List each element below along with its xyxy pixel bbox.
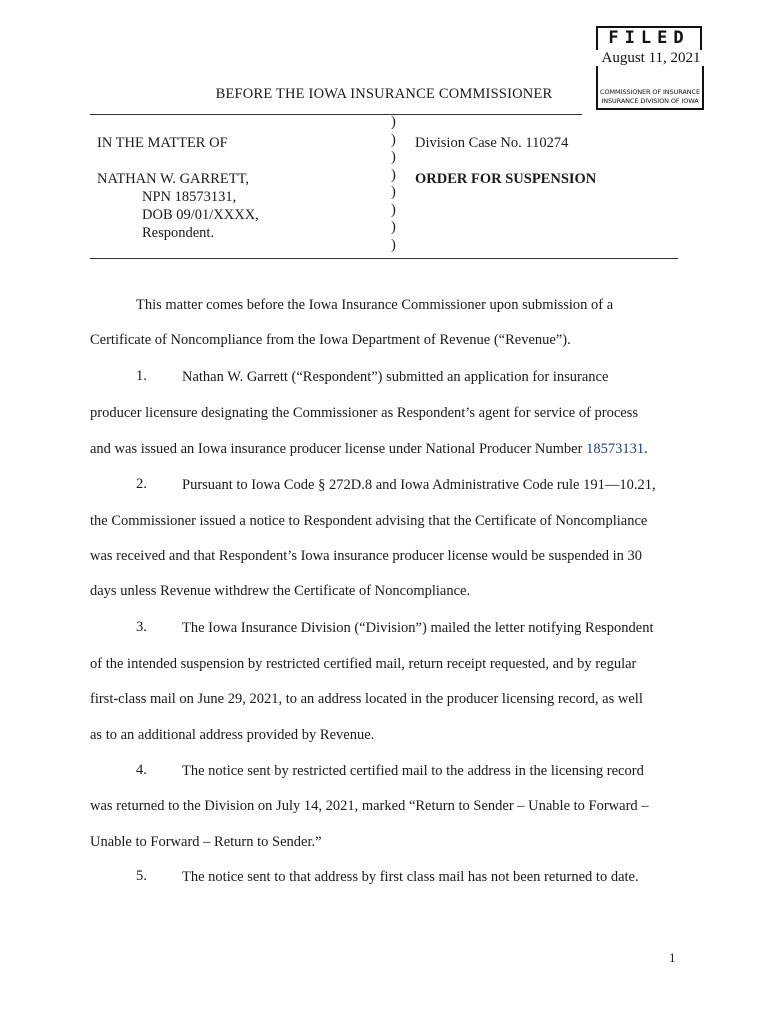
item-3-line-2: of the intended suspension by restricted certified mail, return receipt requested, and by regular: [90, 656, 637, 672]
stamp-date: August 11, 2021: [596, 50, 706, 67]
item-1-line-3: [90, 440, 682, 458]
item-1-line-3-prefix: and was issued an Iowa insurance producer license under National Producer Number: [90, 441, 587, 457]
item-4-line-3: Unable to Forward – Return to Sender.”: [90, 834, 322, 850]
item-number: 2.: [136, 476, 147, 492]
item-4-line-1: The notice sent by restricted certified mail to the address in the licensing record: [182, 763, 644, 779]
stamp-filed-label: FILED: [608, 28, 690, 48]
paren: ): [391, 166, 396, 183]
item-1-line-2: producer licensure designating the Commissioner as Respondent’s agent for service of process: [90, 405, 639, 421]
item-number: 1.: [136, 368, 147, 384]
paren: ): [391, 131, 396, 148]
caption-respondent-name: NATHAN W. GARRETT,: [97, 171, 249, 187]
item-1-npn: 18573131: [586, 441, 645, 457]
stamp-line-1: COMMISSIONER OF INSURANCE: [600, 88, 700, 96]
item-4-line-2: was returned to the Division on July 14, 2021, marked “Return to Sender – Unable to Forward –: [90, 798, 649, 814]
order-title: ORDER FOR SUSPENSION: [415, 171, 597, 187]
paren: ): [391, 201, 396, 218]
item-3-line-4: as to an additional address provided by Revenue.: [90, 727, 375, 743]
intro-line-2: Certificate of Noncompliance from the Iowa Department of Revenue (“Revenue”).: [90, 332, 571, 348]
intro-line-1: This matter comes before the Iowa Insurance Commissioner upon submission of a: [136, 297, 614, 313]
caption-role: Respondent.: [142, 225, 215, 241]
caption-top-rule: [90, 114, 582, 115]
paren: ): [391, 219, 396, 235]
stamp-line-2: INSURANCE DIVISION OF IOWA: [601, 97, 699, 105]
paren: ): [391, 149, 396, 165]
item-3-line-3: first-class mail on June 29, 2021, to an address located in the producer licensing record, as well: [90, 691, 643, 707]
caption-matter: IN THE MATTER OF: [97, 135, 228, 151]
paren: ): [391, 114, 396, 130]
item-1-line-1: Nathan W. Garrett (“Respondent”) submitted an application for insurance: [182, 369, 609, 385]
page-number: 1: [669, 950, 676, 965]
item-2-line-3: was received and that Respondent’s Iowa insurance producer license would be suspended in 30: [90, 548, 643, 564]
item-2-line-2: the Commissioner issued a notice to Respondent advising that the Certificate of Noncompliance: [90, 513, 648, 529]
document-heading: BEFORE THE IOWA INSURANCE COMMISSIONER: [215, 86, 553, 102]
paren: ): [391, 184, 396, 200]
item-2-line-1: Pursuant to Iowa Code § 272D.8 and Iowa Administrative Code rule 191—10.21,: [182, 477, 656, 493]
caption-npn: NPN 18573131,: [142, 189, 237, 205]
caption-dob: DOB 09/01/XXXX,: [142, 207, 259, 223]
caption-paren-column: [391, 114, 396, 254]
paren: ): [391, 236, 396, 253]
item-2-line-4: days unless Revenue withdrew the Certificate of Noncompliance.: [90, 583, 471, 599]
item-5-line-1: The notice sent to that address by first class mail has not been returned to date.: [182, 869, 639, 885]
case-number: Division Case No. 110274: [415, 135, 569, 151]
item-number: 3.: [136, 619, 147, 635]
item-1-line-3-suffix: .: [644, 441, 648, 457]
item-number: 4.: [136, 762, 147, 778]
item-3-line-1: The Iowa Insurance Division (“Division”) mailed the letter notifying Respondent: [182, 620, 654, 636]
item-number: 5.: [136, 868, 147, 884]
caption-bottom-rule: [90, 258, 678, 259]
